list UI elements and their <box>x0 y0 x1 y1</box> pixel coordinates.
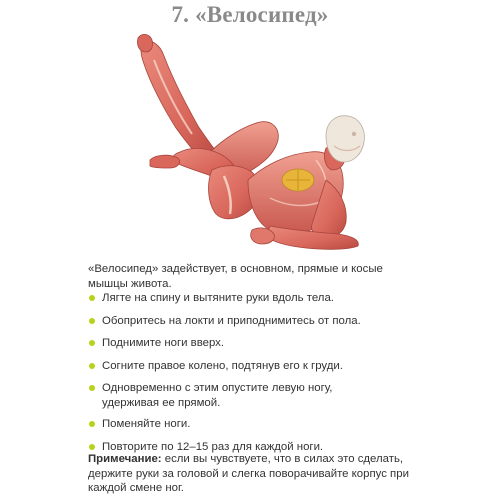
bullet-icon <box>89 385 95 391</box>
page-title: 7. «Велосипед» <box>171 2 329 27</box>
bullet-icon <box>89 318 95 324</box>
step-text: Обопритесь на локти и приподнимитесь от пола. <box>102 314 361 327</box>
list-item <box>88 359 418 374</box>
steps-list <box>88 291 418 462</box>
note-text: если вы чувствуете, что в силах это сделать, держите руки за головой и слегка поворачивайте корпус при каждой смене ног. <box>88 453 409 494</box>
bullet-icon <box>89 340 95 346</box>
step-text: Поменяйте ноги. <box>102 418 191 430</box>
anatomy-bicycle-crunch-figure-icon <box>120 30 380 255</box>
step-text: Согните правое колено, подтянув его к груди. <box>102 359 343 372</box>
list-item <box>88 314 418 329</box>
step-text: Поднимите ноги вверх. <box>102 337 225 349</box>
list-item <box>88 381 418 410</box>
intro-text: «Велосипед» задействует, в основном, прямые и косые мышцы живота. <box>88 263 383 290</box>
step-text: Одновременно с этим опустите левую ногу, удерживая ее прямой. <box>102 382 333 409</box>
list-item <box>88 291 418 306</box>
list-item <box>88 417 418 432</box>
bullet-icon <box>89 444 95 450</box>
step-text: Лягте на спину и вытяните руки вдоль тела. <box>102 292 334 304</box>
step-text: Повторите по 12–15 раз для каждой ноги. <box>102 440 324 453</box>
list-item <box>88 336 418 351</box>
bullet-icon <box>89 363 95 369</box>
note-label: Примечание: <box>88 453 162 465</box>
note-paragraph <box>88 452 418 496</box>
bullet-icon <box>89 295 95 301</box>
bullet-icon <box>89 421 95 427</box>
